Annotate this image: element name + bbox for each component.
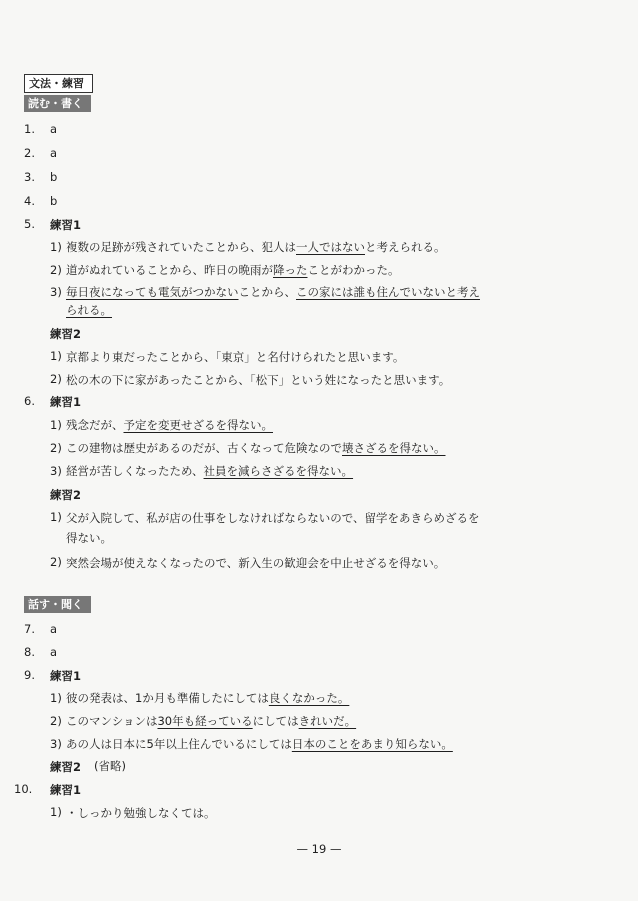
answer-sentence-cont: 得ない。	[66, 531, 112, 545]
answer: b	[50, 170, 58, 184]
answer-sentence: このマンションは30年も経っているにしてはきれいだ。	[66, 714, 357, 728]
item-number: 2.	[24, 146, 35, 160]
sub-number: 1)	[50, 510, 62, 524]
answer-sentence: 彼の発表は、1か月も準備したにしては良くなかった。	[66, 691, 350, 705]
sub-number: 1)	[50, 240, 62, 254]
answer-sentence-cont: られる。	[66, 303, 112, 317]
sub-number: 2)	[50, 372, 62, 386]
exercise-label: 練習2	[50, 488, 82, 502]
sub-number: 1)	[50, 349, 62, 363]
answer-sentence: 残念だが、予定を変更せざるを得ない。	[66, 418, 273, 432]
item-number: 8.	[24, 645, 35, 659]
sub-number: 2)	[50, 555, 62, 569]
answer-sentence: ・しっかり勉強しなくては。	[66, 806, 216, 820]
item-number: 5.	[24, 217, 35, 231]
exercise-label: 練習1	[50, 669, 82, 683]
page-number: — 19 —	[296, 842, 342, 856]
exercise-label: 練習1	[50, 395, 82, 409]
sub-number: 3)	[50, 464, 62, 478]
section-tag-grammar: 文法・練習	[24, 74, 93, 93]
answer-sentence: 京都より東だったことから、「東京」と名付けられたと思います。	[66, 350, 405, 364]
omitted-note: (省略)	[94, 759, 126, 773]
sub-number: 3)	[50, 285, 62, 299]
item-number: 10.	[14, 782, 33, 796]
item-number: 7.	[24, 622, 35, 636]
answer: a	[50, 622, 58, 636]
exercise-label: 練習2	[50, 760, 82, 774]
sub-number: 2)	[50, 441, 62, 455]
answer: a	[50, 122, 58, 136]
answer-sentence: 道がぬれていることから、昨日の晩雨が降ったことがわかった。	[66, 263, 400, 277]
sub-number: 1)	[50, 691, 62, 705]
exercise-label: 練習1	[50, 783, 82, 797]
item-number: 6.	[24, 394, 35, 408]
exercise-label: 練習1	[50, 218, 82, 232]
answer-sentence: この建物は歴史があるのだが、古くなって危険なので壊さざるを得ない。	[66, 441, 446, 455]
sub-number: 3)	[50, 737, 62, 751]
section-tag-read-write: 読む・書く	[24, 95, 91, 112]
answer-sentence: あの人は日本に5年以上住んでいるにしては日本のことをあまり知らない。	[66, 737, 453, 751]
answer-sentence: 父が入院して、私が店の仕事をしなければならないので、留学をあきらめざるを	[66, 511, 480, 525]
sub-number: 1)	[50, 418, 62, 432]
answer-sentence: 松の木の下に家があったことから、「松下」という姓になったと思います。	[66, 373, 451, 387]
exercise-label: 練習2	[50, 327, 82, 341]
sub-number: 1)	[50, 805, 62, 819]
item-number: 1.	[24, 122, 35, 136]
item-number: 3.	[24, 170, 35, 184]
answer-sentence: 突然会場が使えなくなったので、新入生の歓迎会を中止せざるを得ない。	[66, 556, 446, 570]
item-number: 9.	[24, 668, 35, 682]
answer-sentence: 毎日夜になっても電気がつかないことから、この家には誰も住んでいないと考え	[66, 285, 480, 299]
item-number: 4.	[24, 194, 35, 208]
answer: a	[50, 645, 58, 659]
sub-number: 2)	[50, 263, 62, 277]
section-tag-speak-listen: 話す・聞く	[24, 596, 91, 613]
answer: b	[50, 194, 58, 208]
answer-sentence: 経営が苦しくなったため、社員を減らさざるを得ない。	[66, 464, 354, 478]
answer: a	[50, 146, 58, 160]
answer-sentence: 複数の足跡が残されていたことから、犯人は一人ではないと考えられる。	[66, 240, 446, 254]
sub-number: 2)	[50, 714, 62, 728]
